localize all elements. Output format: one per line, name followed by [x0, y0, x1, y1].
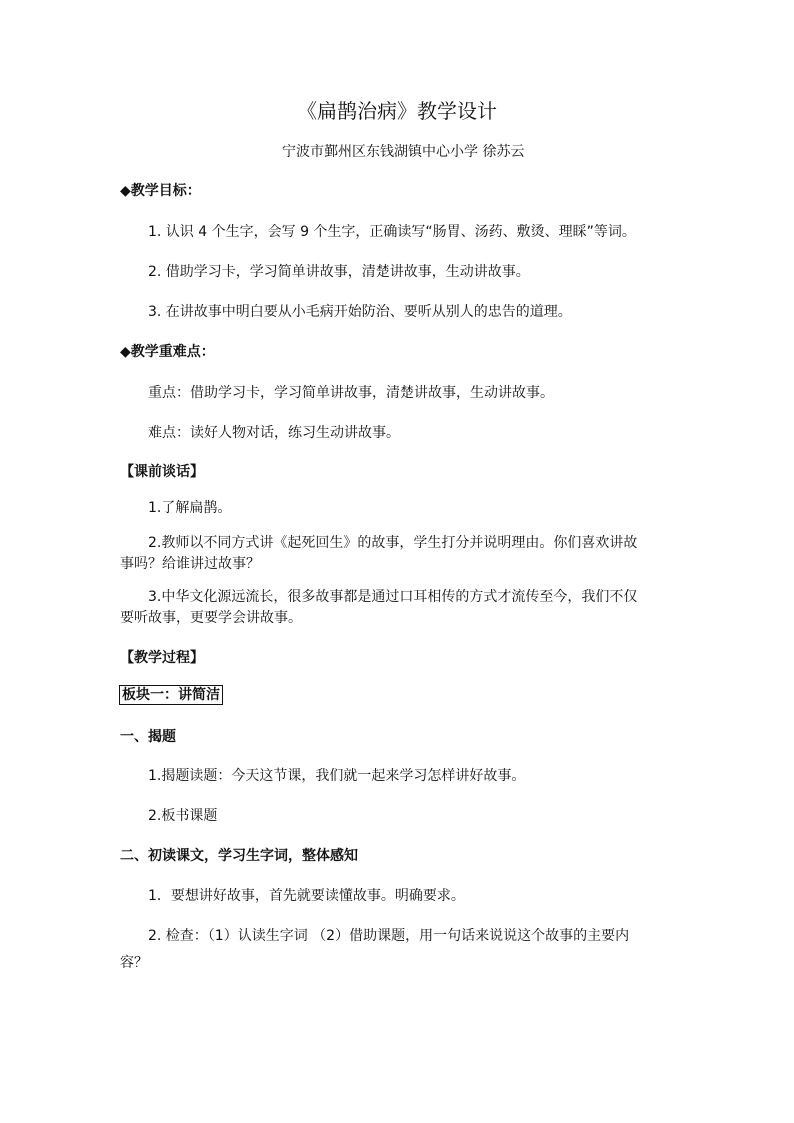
pre-talk-heading: 【课前谈话】	[120, 464, 204, 480]
process-heading: 【教学过程】	[120, 650, 204, 666]
section-one-heading: 一、揭题	[120, 729, 176, 745]
author-line: 宁波市鄞州区东钱湖镇中心小学 徐苏云	[282, 144, 525, 160]
section-two-item-2-line-1: 2. 检查：（1）认读生字词 （2）借助课题，用一句话来说说这个故事的主要内	[148, 928, 630, 944]
pre-talk-item-2-line-2: 事吗？给谁讲过故事？	[120, 556, 260, 572]
section-one-item-2: 2.板书课题	[148, 808, 218, 824]
goal-item-3: 3. 在讲故事中明白要从小毛病开始防治、要听从别人的忠告的道理。	[148, 304, 572, 320]
pre-talk-item-1: 1.了解扁鹊。	[148, 500, 232, 516]
section-one-item-1: 1.揭题读题：今天这节课，我们就一起来学习怎样讲好故事。	[148, 768, 526, 784]
pre-talk-item-3-line-2: 要听故事，更要学会讲故事。	[120, 610, 302, 626]
pre-talk-item-2-line-1: 2.教师以不同方式讲《起死回生》的故事，学生打分并说明理由。你们喜欢讲故	[148, 535, 638, 551]
goal-item-1: 1. 认识 4 个生字，会写 9 个生字，正确读写“肠胃、汤药、敷烫、理睬”等词。	[148, 224, 636, 240]
key-points-heading: ◆教学重难点：	[120, 344, 215, 360]
block-one-label: 板块一：讲简洁	[119, 685, 223, 705]
pre-talk-item-3-line-1: 3.中华文化源远流长，很多故事都是通过口耳相传的方式才流传至今，我们不仅	[148, 589, 638, 605]
goal-item-2: 2. 借助学习卡，学习简单讲故事，清楚讲故事，生动讲故事。	[148, 264, 530, 280]
section-two-item-2-line-2: 容？	[120, 955, 148, 971]
key-point-item: 重点：借助学习卡，学习简单讲故事，清楚讲故事，生动讲故事。	[148, 385, 554, 401]
section-two-heading: 二、初读课文，学习生字词，整体感知	[120, 848, 358, 864]
goals-heading: ◆教学目标：	[120, 183, 201, 199]
document-title: 《扁鹊治病》教学设计	[297, 99, 497, 123]
section-two-item-1: 1．要想讲好故事，首先就要读懂故事。明确要求。	[148, 888, 465, 904]
difficult-point-item: 难点：读好人物对话，练习生动讲故事。	[148, 425, 400, 441]
